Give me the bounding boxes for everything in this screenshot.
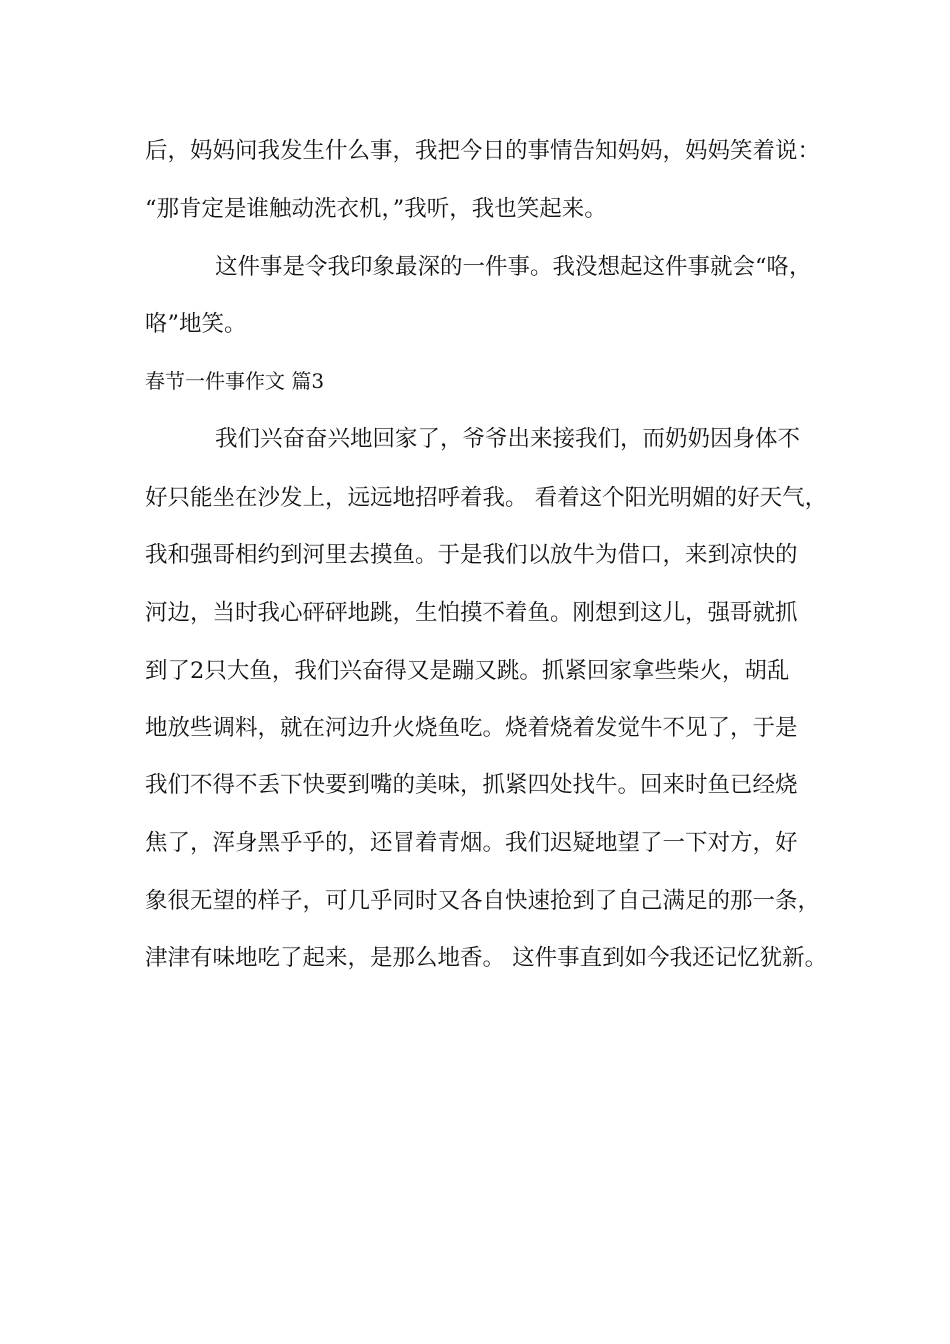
paragraph-line: 这件事是令我印象最深的一件事。我没想起这件事就会“咯， [215, 254, 812, 280]
paragraph-line: 咯”地笑。 [145, 311, 247, 337]
paragraph-line: 象很无望的样子，可几乎同时又各自快速抢到了自己满足的那一条， [145, 888, 821, 914]
paragraph-line: 我们兴奋奋兴地回家了，爷爷出来接我们，而奶奶因身体不 [215, 426, 801, 452]
paragraph-line: 我和强哥相约到河里去摸鱼。于是我们以放牛为借口，来到凉快的 [145, 542, 798, 568]
paragraph-line: 焦了，浑身黑乎乎的，还冒着青烟。我们迟疑地望了一下对方，好 [145, 830, 798, 856]
paragraph-line: 我们不得不丢下快要到嘴的美味，抓紧四处找牛。回来时鱼已经烧 [145, 772, 798, 798]
paragraph-line: 地放些调料，就在河边升火烧鱼吃。烧着烧着发觉牛不见了，于是 [145, 715, 798, 741]
paragraph-line: 津津有味地吃了起来，是那么地香。 这件事直到如今我还记忆犹新。 [145, 945, 828, 971]
paragraph-line: 河边，当时我心砰砰地跳，生怕摸不着鱼。刚想到这儿，强哥就抓 [145, 600, 798, 626]
section-heading: 春节一件事作文 篇3 [145, 369, 325, 393]
paragraph-line: 好只能坐在沙发上，远远地招呼着我。 看着这个阳光明媚的好天气， [145, 485, 828, 511]
paragraph-line: “那肯定是谁触动洗衣机，”我听，我也笑起来。 [145, 196, 607, 222]
paragraph-line: 到了2只大鱼，我们兴奋得又是蹦又跳。抓紧回家拿些柴火，胡乱 [145, 658, 790, 684]
paragraph-line: 后，妈妈问我发生什么事，我把今日的事情告知妈妈，妈妈笑着说： [145, 138, 821, 164]
